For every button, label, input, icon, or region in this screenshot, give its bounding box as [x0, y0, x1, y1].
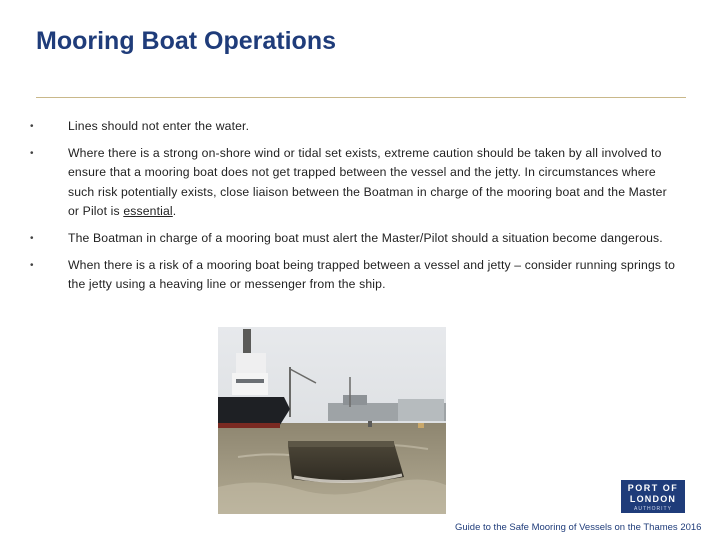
svg-text:AUTHORITY: AUTHORITY [634, 506, 672, 512]
bullet-item [30, 144, 680, 222]
slide-title: Mooring Boat Operations [36, 27, 336, 55]
bullet-list [30, 117, 680, 302]
bullet-item [30, 117, 680, 137]
bullet-text: Lines should not enter the water. [68, 119, 250, 133]
footer-text: Guide to the Safe Mooring of Vessels on the Thames 2016 [455, 522, 702, 533]
bullet-icon: • [30, 121, 34, 132]
port-of-london-logo [621, 480, 685, 513]
bullet-item [30, 256, 680, 295]
bullet-text: When there is a risk of a mooring boat being trapped between a vessel and jetty – consider running springs to the jetty using a heaving line or messenger from the ship. [68, 257, 676, 292]
bullet-text: Where there is a strong on-shore wind or tidal set exists, extreme caution should be taken by all involved to ensure that a mooring boat does not get trapped between the vessel and the jetty. In circumstances where such risk potentially exists, close liaison between the Boatman in charge of the mooring boat and the Master or Pilot is [68, 145, 667, 219]
bullet-text-end: . [172, 204, 177, 219]
bullet-icon: • [30, 232, 34, 244]
title-divider [36, 97, 686, 98]
svg-text:PORT OF: PORT OF [627, 483, 679, 493]
bullet-icon: • [30, 147, 34, 159]
bullet-item [30, 229, 680, 249]
svg-text:LONDON: LONDON [629, 494, 677, 504]
bullet-text: The Boatman in charge of a mooring boat must alert the Master/Pilot should a situation become dangerous. [68, 230, 663, 245]
mooring-boat-photo [218, 327, 446, 514]
bullet-icon: • [30, 259, 34, 271]
emphasis-text: essential [123, 204, 173, 219]
